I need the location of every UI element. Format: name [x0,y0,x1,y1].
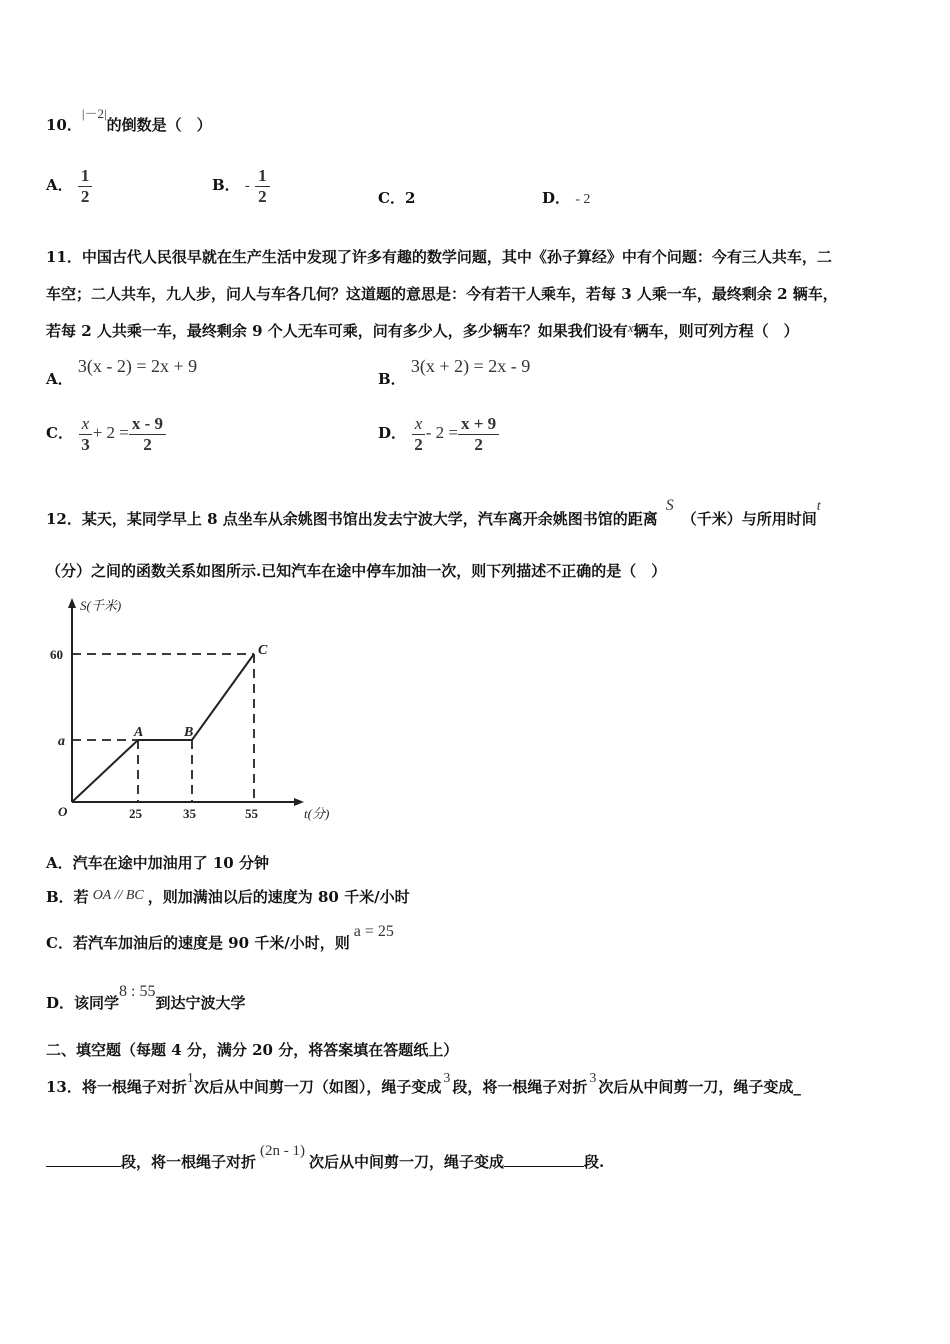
q10-option-b-fraction [255,166,270,206]
q13-superscript-3: 3 [589,1071,597,1086]
q13-superscript-2: 3 [443,1071,451,1086]
point-c-label: C [258,643,268,658]
q13-superscript-1: 1 [186,1071,194,1086]
q12-option-d-prefix: D．该同学 [46,994,120,1012]
q12-option-b-math: OA // BC [92,888,144,903]
q12-option-d-suffix: 到达宁波大学 [155,994,246,1012]
q11-option-c [46,414,166,454]
q12-option-b-prefix: B．若 [46,888,89,906]
q11-line-1: 11．中国古代人民很早就在生产生活中发现了许多有趣的数学问题，其中《孙子算经》中有个问题：今有三人共车，二 [46,248,832,266]
q10-option-b-sign: - [244,178,250,195]
q10-number: 10． [46,116,82,134]
q13-superscript-4: (2n - 1) [260,1143,306,1159]
answer-blank-1[interactable] [46,1152,121,1167]
q11-option-c-label: C． [46,424,73,443]
q11-line-3 [46,320,799,341]
q13-part-2: 次后从中间剪一刀（如图），绳子变成 [193,1078,442,1096]
q12-option-d-math: 8 : 55 [119,983,156,1000]
q12-option-c [46,923,394,953]
q10-option-b [212,166,270,206]
q10-text: 的倒数是（ ） [106,116,212,134]
q12-variable-t: t [816,499,821,514]
q11-option-b-equation: 3(x + 2) = 2x - 9 [410,356,531,376]
fraction-denominator: 2 [474,434,483,454]
q10-option-b-label: B． [212,176,240,195]
fraction-numerator: x [79,414,93,435]
q10-abs-expr: |－2| [81,106,107,121]
q13-part-6: 次后从中间剪一刀，绳子变成 [309,1153,505,1171]
fraction-numerator: 1 [255,166,270,187]
fraction-denominator: 3 [81,434,90,454]
q11-variable-x: x [627,320,634,335]
y-tick-60: 60 [50,647,63,662]
q11-option-d-right-fraction [458,414,499,454]
x-tick-55: 55 [245,806,258,821]
q11-option-b [378,356,531,388]
q12-line-1b: （千米）与所用时间 [681,510,817,528]
x-tick-35: 35 [183,806,196,821]
q11-option-a-equation: 3(x - 2) = 2x + 9 [77,356,198,376]
q13-line-2 [46,1143,605,1172]
x-axis-label: t(分) [304,806,330,821]
fraction-numerator: x - 9 [129,414,166,435]
q11-option-a-label: A． [46,370,73,388]
q12-line-1 [46,497,821,529]
origin-label: O [58,804,68,819]
q10-option-d [542,187,590,208]
fraction-numerator: x [412,414,426,435]
q13-part-4: 次后从中间剪一刀，绳子变成_ [598,1078,801,1096]
y-tick-a: a [58,734,65,749]
q13-line-1 [46,1071,801,1097]
q12-option-d [46,983,246,1013]
q13-part-7: 段. [584,1153,605,1171]
fraction-denominator: 2 [414,434,423,454]
q10-stem [46,106,212,135]
q12-line-2: （分）之间的函数关系如图所示.已知汽车在途中停车加油一次，则下列描述不正确的是（ ） [46,562,667,580]
q10-option-a [46,166,92,206]
q10-option-a-fraction [78,166,93,206]
q10-option-c-value: 2 [404,189,416,207]
q11-option-c-right-fraction [129,414,166,454]
point-a-label: A [134,725,144,740]
section-2-heading: 二、填空题（每题 4 分，满分 20 分，将答案填在答题纸上） [46,1041,459,1059]
q11-option-b-label: B． [378,370,406,388]
q12-option-b [46,886,410,907]
fraction-denominator: 2 [143,434,152,454]
q11-option-d-middle: - 2 = [425,423,458,443]
q11-line-3a: 若每 2 人共乘一车，最终剩余 9 个人无车可乘，问有多少人，多少辆车？如果我们设有 [46,322,628,340]
fraction-numerator: 1 [78,166,93,187]
q11-option-d-label: D． [378,424,407,443]
q10-option-c-label: C． [378,189,405,207]
x-axis-arrow [294,798,304,806]
point-b-label: B [184,725,194,740]
q11-line-2: 车空；二人共车，九人步，问人与车各几何？这道题的意思是：今有若干人乘车，若每 3 人乘一车，最终剩余 2 辆车， [46,285,838,303]
q12-option-c-math: a = 25 [353,923,394,940]
q12-option-b-suffix: ，则加满油以后的速度为 80 千米/小时 [147,888,410,906]
y-axis-label: S(千米) [80,598,122,613]
q12-option-c-prefix: C．若汽车加油后的速度是 90 千米/小时，则 [46,934,350,952]
q12-line-1a: 12．某天，某同学早上 8 点坐车从余姚图书馆出发去宁波大学，汽车离开余姚图书馆的距离 [46,510,658,528]
q11-option-c-left-fraction [78,414,93,454]
q13-part-1: 13．将一根绳子对折 [46,1078,187,1096]
q12-option-a: A．汽车在途中加油用了 10 分钟 [46,854,269,872]
distance-time-graph [46,594,346,830]
q13-part-5: 段，将一根绳子对折 [121,1153,257,1171]
q11-option-d [378,414,499,454]
q11-option-c-middle: + 2 = [92,423,129,443]
q11-option-a [46,356,198,388]
x-tick-25: 25 [129,806,142,821]
fraction-denominator: 2 [80,186,90,206]
q10-option-a-label: A． [46,176,73,195]
q10-option-c [378,187,415,208]
fraction-denominator: 2 [258,186,267,206]
y-axis-arrow [68,598,76,608]
answer-blank-2[interactable] [504,1152,584,1167]
q10-option-d-label: D． [542,189,571,207]
q11-line-3b: 辆车，则可列方程（ ） [633,322,799,340]
q11-option-d-left-fraction [411,414,426,454]
fraction-numerator: x + 9 [458,414,499,435]
q10-option-d-value: - 2 [575,192,591,207]
q12-variable-s: S [665,497,674,514]
q13-part-3: 段，将一根绳子对折 [452,1078,588,1096]
distance-series-line [72,654,254,802]
